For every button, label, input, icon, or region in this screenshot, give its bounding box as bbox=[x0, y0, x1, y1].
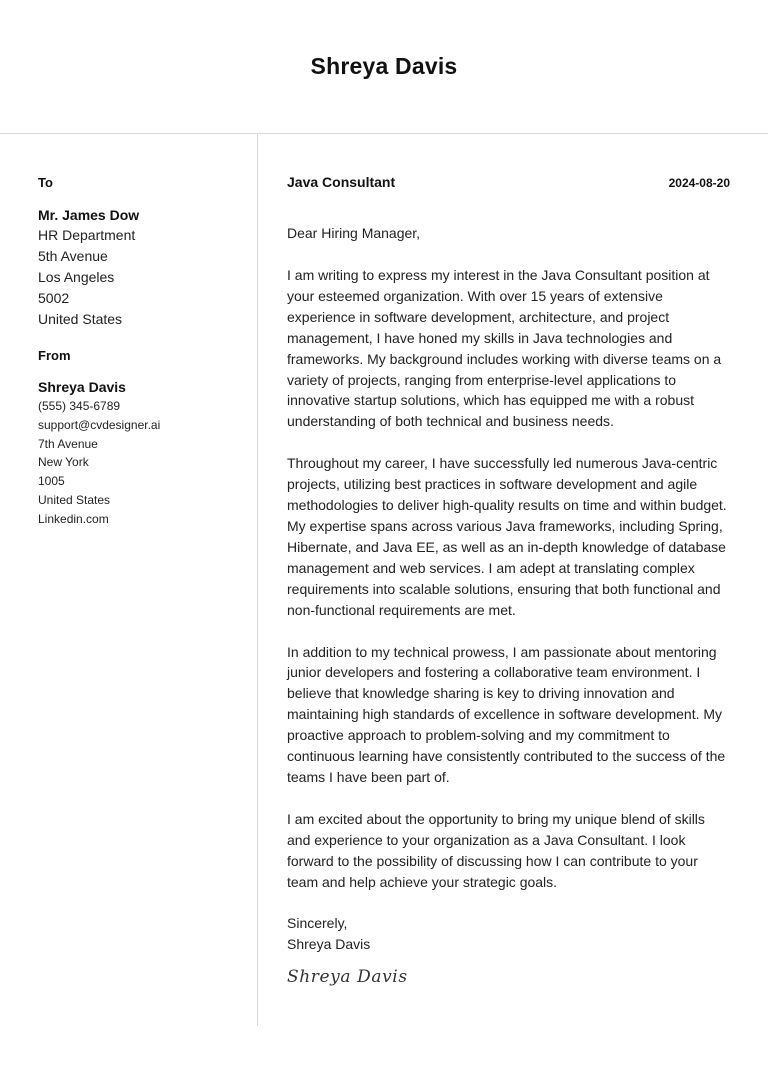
sender-line: New York bbox=[38, 455, 89, 470]
sender-line: 7th Avenue bbox=[38, 436, 98, 451]
body-paragraph: In addition to my technical prowess, I am passionate about mentoring junior developers and fostering a collaborative team environment. I believe that knowledge sharing is key to driving innovation and maintaining high standards of excellence in software development. My proactive approach to problem-solving and my commitment to continuous learning have consistently contributed to the success of the teams I have been part of. bbox=[287, 643, 726, 785]
recipient-name: Mr. James Dow bbox=[38, 207, 140, 223]
sender-name: Shreya Davis bbox=[38, 379, 126, 395]
address-sidebar bbox=[0, 134, 258, 1026]
handwritten-signature: Shreya Davis bbox=[287, 967, 408, 988]
to-label: To bbox=[38, 175, 53, 190]
letter-topline bbox=[287, 174, 730, 190]
sender-website: Linkedin.com bbox=[38, 511, 109, 526]
salutation: Dear Hiring Manager, bbox=[287, 225, 421, 241]
letter-header bbox=[0, 0, 768, 134]
sender-phone: (555) 345-6789 bbox=[38, 399, 121, 413]
recipient-line: HR Department bbox=[38, 227, 136, 243]
body-paragraph: I am writing to express my interest in the Java Consultant position at your esteemed organization. With over 15 years of extensive experience in software development, architecture, and project management, I have honed my skills in Java technologies and frameworks. My background includes working with diverse teams on a variety of projects, ranging from enterprise-level applications to innovative startup solutions, which has equipped me with a robust understanding of both technical and business needs. bbox=[287, 267, 722, 430]
signer-name: Shreya Davis bbox=[287, 936, 371, 953]
recipient-line: 5th Avenue bbox=[38, 248, 108, 264]
from-label: From bbox=[38, 348, 71, 363]
job-title: Java Consultant bbox=[287, 174, 396, 190]
letter-content bbox=[258, 134, 768, 1078]
sender-line: 1005 bbox=[38, 474, 65, 489]
applicant-name: Shreya Davis bbox=[310, 53, 458, 79]
recipient-line: Los Angeles bbox=[38, 269, 115, 285]
body-paragraph: Throughout my career, I have successfully led numerous Java-centric projects, utilizing best practices in software development and agile methodologies to deliver high-quality results on time and within budget. My expertise spans across various Java frameworks, including Spring, Hibernate, and Java EE, as well as an in-depth knowledge of database management and web services. I am adept at translating complex requirements into scalable solutions, ensuring that both functional and non-functional requirements are met. bbox=[287, 455, 727, 618]
sender-line: United States bbox=[38, 492, 111, 507]
sender-email: support@cvdesigner.ai bbox=[38, 417, 161, 432]
letter-body bbox=[0, 134, 768, 1078]
letter-date: 2024-08-20 bbox=[668, 176, 730, 190]
recipient-line: United States bbox=[38, 311, 123, 327]
body-paragraph: I am excited about the opportunity to bring my unique blend of skills and experience to your organization as a Java Consultant. I look forward to the possibility of discussing how I can contribute to your team and help achieve your strategic goals. bbox=[287, 810, 705, 890]
closing: Sincerely, bbox=[287, 915, 348, 932]
recipient-line: 5002 bbox=[38, 290, 70, 306]
